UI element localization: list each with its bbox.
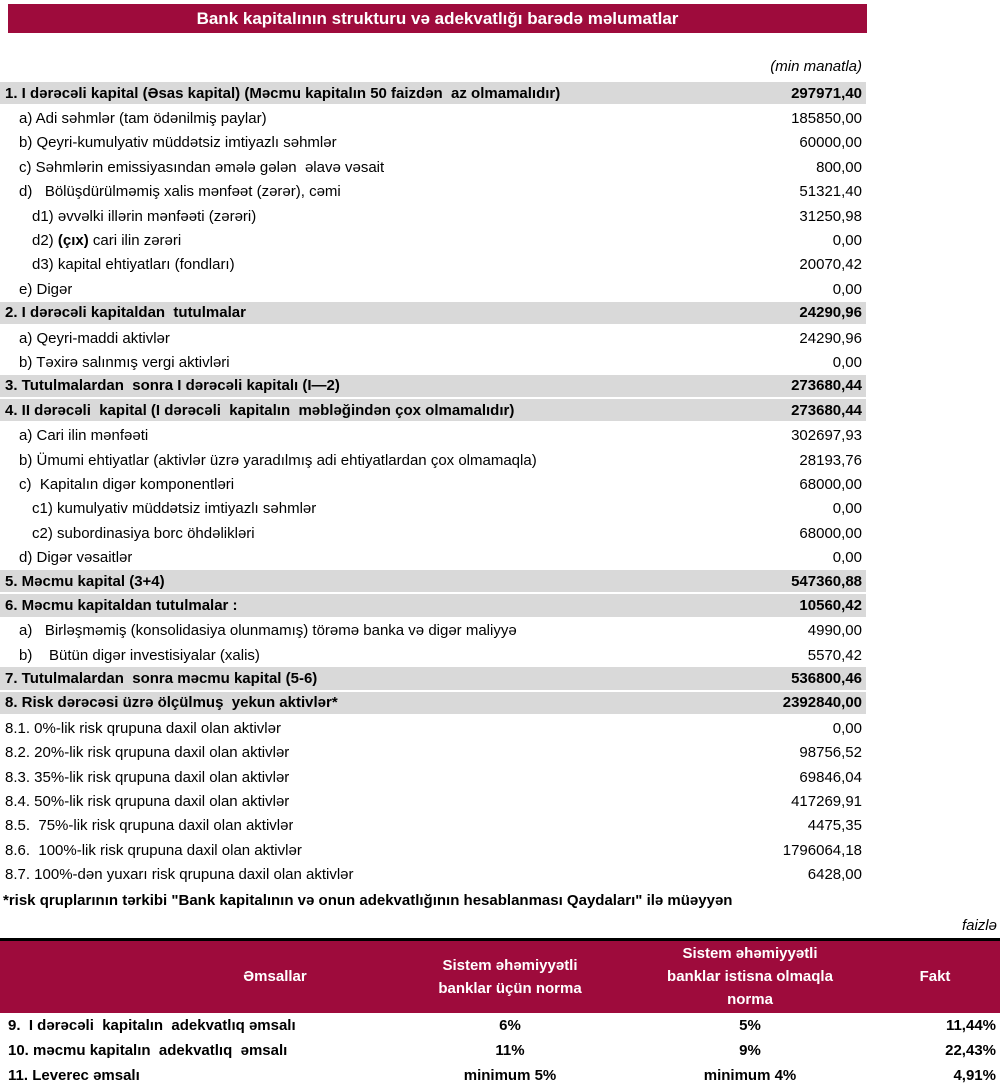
table-row: [0, 838, 866, 862]
row-value: 69846,04: [799, 768, 862, 786]
row-label: 5. Məcmu kapital (3+4): [5, 572, 165, 590]
table-row: [0, 253, 866, 277]
row-value: 0,00: [832, 500, 862, 518]
row-value: 800,00: [816, 158, 862, 176]
ratios-table: [0, 938, 1000, 1088]
table-row: [0, 350, 866, 374]
table-row: [0, 131, 866, 155]
header-label: Sistem əhəmiyyətli banklar istisna olmaqla norma: [667, 945, 833, 1009]
header-cell-fact: [870, 941, 1000, 1013]
row-value: 0,00: [832, 549, 862, 567]
ratio-label: 9. I dərəcəli kapitalın adekvatlıq əmsalı: [8, 1016, 296, 1034]
unit-note: (min manatla): [770, 58, 862, 75]
table-row: [0, 716, 866, 740]
row-label: 8.6. 100%-lik risk qrupuna daxil olan aktivlər: [5, 841, 302, 859]
row-value: 2392840,00: [782, 694, 862, 712]
row-label: 8.2. 20%-lik risk qrupuna daxil olan aktivlər: [5, 744, 290, 762]
row-label: a) Cari ilin mənfəəti: [19, 427, 149, 445]
row-label: 3. Tutulmalardan sonra I dərəcəli kapitalı (I—2): [5, 377, 340, 395]
row-label: d3) kapital ehtiyatları (fondları): [32, 256, 235, 274]
row-value: 51321,40: [799, 183, 862, 201]
row-label: c2) subordinasiya borc öhdəlikləri: [32, 524, 255, 542]
row-value: 6428,00: [807, 866, 862, 884]
ratio-norm-non-systemic: minimum 4%: [703, 1066, 797, 1084]
row-label: 8.3. 35%-lik risk qrupuna daxil olan aktivlər: [5, 768, 290, 786]
row-value: 273680,44: [791, 401, 862, 419]
row-label: 8. Risk dərəcəsi üzrə ölçülmuş yekun aktivlər*: [5, 694, 338, 712]
table-row: [0, 619, 866, 643]
row-value: 185850,00: [791, 110, 862, 128]
table-row: [0, 180, 866, 204]
ratio-norm-systemic: minimum 5%: [463, 1066, 557, 1084]
row-value: 10560,42: [799, 596, 862, 614]
row-value: 68000,00: [799, 524, 862, 542]
footnote: *risk qruplarının tərkibi "Bank kapitalının və onun adekvatlığının hesablanması Qaydaları" ilə müəyyən: [3, 891, 733, 909]
row-label: 6. Məcmu kapitaldan tutulmalar :: [5, 596, 238, 614]
row-value: 28193,76: [799, 451, 862, 469]
row-label: d) Digər vəsaitlər: [19, 549, 133, 567]
table-row: [0, 570, 866, 594]
row-value: 60000,00: [799, 134, 862, 152]
table-row: [0, 472, 866, 496]
table-row: [0, 204, 866, 228]
ratio-norm-systemic: 6%: [499, 1016, 521, 1034]
ratios-table-header: [0, 941, 1000, 1013]
header-cell-norm-systemic: [390, 941, 630, 1013]
row-label: a) Birləşməmiş (konsolidasiya olunmamış) törəmə banka və digər maliyyə: [19, 622, 517, 640]
row-value: 4990,00: [807, 622, 862, 640]
table-row: [0, 277, 866, 301]
table-row: [0, 82, 866, 106]
table-row: [0, 399, 866, 423]
row-label: b) Təxirə salınmış vergi aktivləri: [19, 353, 230, 371]
table-row: [0, 814, 866, 838]
row-value: 547360,88: [791, 572, 862, 590]
table-row: [0, 545, 866, 569]
page-title: Bank kapitalının strukturu və adekvatlığı barədə məlumatlar: [8, 4, 867, 33]
row-value: 31250,98: [799, 207, 862, 225]
row-value: 98756,52: [799, 744, 862, 762]
row-value: 5570,42: [807, 646, 862, 664]
ratio-fact: 11,44%: [945, 1016, 996, 1034]
row-label: 1. I dərəcəli kapital (Əsas kapital) (Məcmu kapitalın 50 faizdən az olmamalıdır): [5, 84, 561, 102]
row-label: b) Ümumi ehtiyatlar (aktivlər üzrə yaradılmış adi ehtiyatlardan çox olmamaqla): [19, 451, 537, 469]
ratios-table-body: [0, 1013, 1000, 1088]
table-row: [0, 302, 866, 326]
table-row: [0, 228, 866, 252]
header-cell-coefficients: [0, 941, 390, 1013]
row-value: 536800,46: [791, 670, 862, 688]
table-row: [0, 789, 866, 813]
table-row: [0, 326, 866, 350]
ratio-row: [0, 1038, 1000, 1063]
table-row: [0, 521, 866, 545]
ratio-fact: 4,91%: [953, 1066, 996, 1084]
table-row: [0, 497, 866, 521]
row-value: 297971,40: [791, 84, 862, 102]
row-label: d) Bölüşdürülməmiş xalis mənfəət (zərər), cəmi: [19, 183, 341, 201]
row-label: a) Adi səhmlər (tam ödənilmiş paylar): [19, 110, 267, 128]
row-label: c) Kapitalın digər komponentləri: [19, 475, 235, 493]
row-value: 24290,96: [799, 304, 862, 322]
ratio-norm-systemic: 11%: [495, 1041, 525, 1059]
header-label: Əmsallar: [243, 968, 307, 986]
row-value: 0,00: [832, 719, 862, 737]
row-label: a) Qeyri-maddi aktivlər: [19, 329, 170, 347]
row-label: e) Digər: [19, 280, 73, 298]
row-label: 2. I dərəcəli kapitaldan tutulmalar: [5, 304, 246, 322]
row-value: 273680,44: [791, 377, 862, 395]
table-row: [0, 423, 866, 447]
table-row: [0, 692, 866, 716]
row-label: 8.1. 0%-lik risk qrupuna daxil olan aktivlər: [5, 719, 281, 737]
row-label: 7. Tutulmalardan sonra məcmu kapital (5-6): [5, 670, 318, 688]
ratio-row: [0, 1013, 1000, 1038]
table-row: [0, 448, 866, 472]
percent-unit-note: faizlə: [961, 916, 997, 934]
table-row: [0, 643, 866, 667]
ratio-fact: 22,43%: [945, 1041, 996, 1059]
table-row: [0, 594, 866, 618]
table-row: [0, 765, 866, 789]
row-label: d2) (çıx) cari ilin zərəri: [32, 232, 182, 250]
ratio-label: 10. məcmu kapitalın adekvatlıq əmsalı: [8, 1041, 288, 1059]
ratio-norm-non-systemic: 9%: [739, 1041, 761, 1059]
table-row: [0, 863, 866, 887]
row-value: 0,00: [832, 280, 862, 298]
row-label: 8.5. 75%-lik risk qrupuna daxil olan aktivlər: [5, 817, 294, 835]
row-value: 68000,00: [799, 475, 862, 493]
row-label: c1) kumulyativ müddətsiz imtiyazlı səhmlər: [32, 500, 317, 518]
header-label: Fakt: [919, 968, 951, 986]
row-value: 0,00: [832, 232, 862, 250]
table-row: [0, 375, 866, 399]
row-label: 4. II dərəcəli kapital (I dərəcəli kapitalın məbləğindən çox olmamalıdır): [5, 401, 515, 419]
ratio-label: 11. Leverec əmsalı: [8, 1066, 140, 1084]
row-value: 20070,42: [799, 256, 862, 274]
table-row: [0, 741, 866, 765]
row-label: c) Səhmlərin emissiyasından əmələ gələn əlavə vəsait: [19, 158, 385, 176]
row-value: 1796064,18: [782, 841, 862, 859]
row-value: 24290,96: [799, 329, 862, 347]
row-label: 8.4. 50%-lik risk qrupuna daxil olan aktivlər: [5, 793, 290, 811]
row-label: b) Bütün digər investisiyalar (xalis): [19, 646, 260, 664]
table-row: [0, 106, 866, 130]
row-value: 0,00: [832, 353, 862, 371]
table-row: [0, 155, 866, 179]
table-row: [0, 667, 866, 691]
row-value: 302697,93: [791, 427, 862, 445]
header-label: Sistem əhəmiyyətli banklar üçün norma: [438, 956, 582, 997]
row-label: 8.7. 100%-dən yuxarı risk qrupuna daxil olan aktivlər: [5, 866, 354, 884]
row-value: 4475,35: [807, 817, 862, 835]
row-label: d1) əvvəlki illərin mənfəəti (zərəri): [32, 207, 257, 225]
header-cell-norm-non-systemic: [630, 941, 870, 1013]
ratio-norm-non-systemic: 5%: [739, 1016, 761, 1034]
ratio-row: [0, 1063, 1000, 1088]
row-label: b) Qeyri-kumulyativ müddətsiz imtiyazlı səhmlər: [19, 134, 337, 152]
row-value: 417269,91: [791, 793, 862, 811]
capital-table: [0, 82, 866, 887]
